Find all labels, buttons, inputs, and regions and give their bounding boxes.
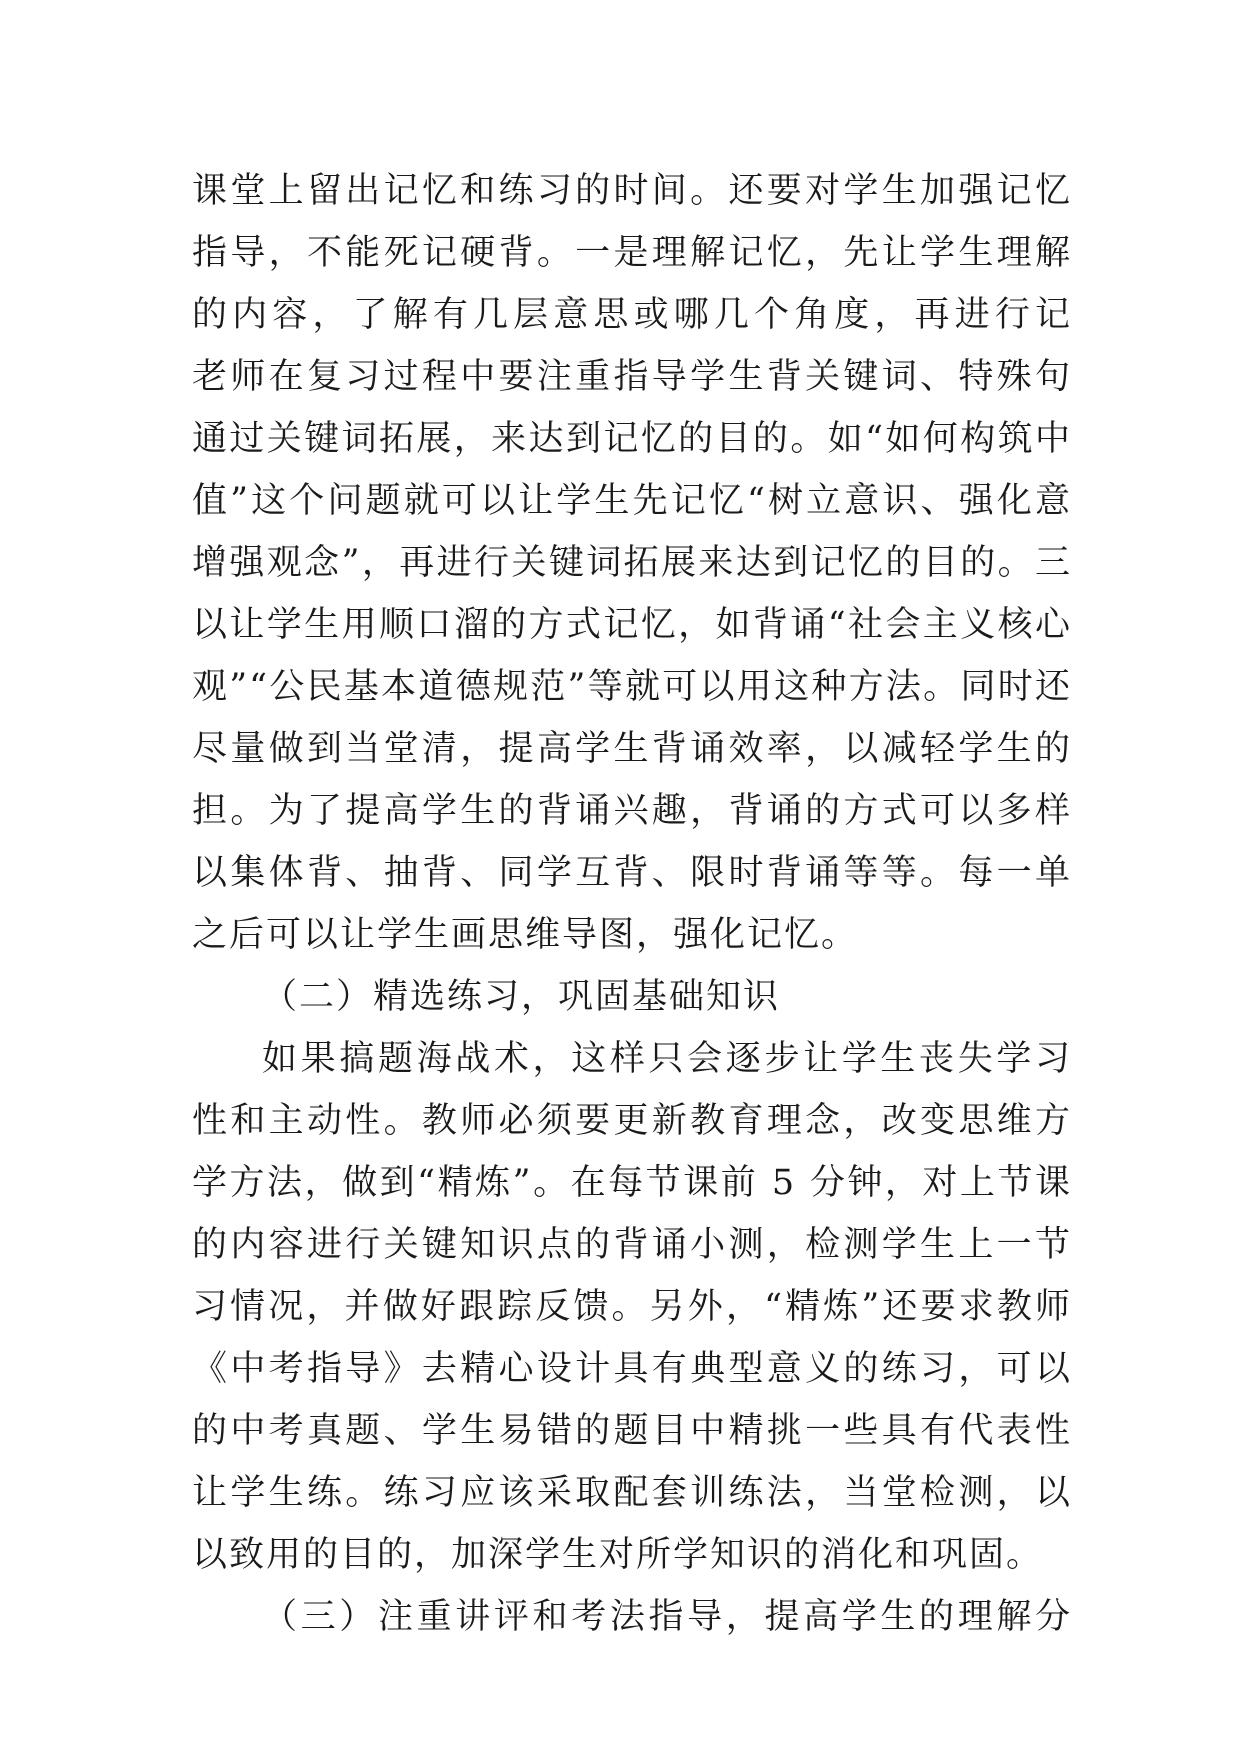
text-line: 老师在复习过程中要注重指导学生背关键词、特殊句 xyxy=(192,357,1072,397)
text-line: 观”“公民基本道德规范”等就可以用这种方法。同时还 xyxy=(192,667,1072,707)
text-line: 以致用的目的，加深学生对所学知识的消化和巩固。 xyxy=(192,1535,1044,1575)
text-line: 尽量做到当堂清，提高学生背诵效率，以减轻学生的 xyxy=(192,729,1072,769)
text-line: 通过关键词拓展，来达到记忆的目的。如“如何构筑中 xyxy=(192,419,1072,459)
body-text xyxy=(192,160,1072,1648)
text-line: 以集体背、抽背、同学互背、限时背诵等等。每一单 xyxy=(192,853,1072,893)
section-heading: （二）精选练习，巩固基础知识 xyxy=(262,977,781,1017)
text-line: 以让学生用顺口溜的方式记忆，如背诵“社会主义核心 xyxy=(192,605,1072,645)
text-line: 《中考指导》去精心设计具有典型意义的练习，可以 xyxy=(192,1349,1072,1389)
text-line: 让学生练。练习应该采取配套训练法，当堂检测，以 xyxy=(192,1473,1072,1513)
text-line: 担。为了提高学生的背诵兴趣，背诵的方式可以多样 xyxy=(192,791,1072,831)
text-line: 指导，不能死记硬背。一是理解记忆，先让学生理解 xyxy=(192,233,1072,273)
text-line: 之后可以让学生画思维导图，强化记忆。 xyxy=(192,915,859,955)
text-line: 增强观念”，再进行关键词拓展来达到记忆的目的。三 xyxy=(192,543,1072,583)
section-heading: （三）注重讲评和考法指导，提高学生的理解分 xyxy=(262,1597,1072,1637)
text-line: 的内容进行关键知识点的背诵小测，检测学生上一节 xyxy=(192,1225,1072,1265)
text-line: 值”这个问题就可以让学生先记忆“树立意识、强化意 xyxy=(192,481,1072,521)
text-line: 的内容，了解有几层意思或哪几个角度，再进行记 xyxy=(192,295,1072,335)
text-line: 习情况，并做好跟踪反馈。另外，“精炼”还要求教师 xyxy=(192,1287,1072,1327)
text-line: 学方法，做到“精炼”。在每节课前 5 分钟，对上节课 xyxy=(192,1163,1072,1203)
text-line: 课堂上留出记忆和练习的时间。还要对学生加强记忆 xyxy=(192,171,1072,211)
text-line: 的中考真题、学生易错的题目中精挑一些具有代表性 xyxy=(192,1411,1072,1451)
text-line: 性和主动性。教师必须要更新教育理念，改变思维方 xyxy=(192,1101,1072,1141)
text-line: 如果搞题海战术，这样只会逐步让学生丧失学习 xyxy=(262,1039,1072,1079)
